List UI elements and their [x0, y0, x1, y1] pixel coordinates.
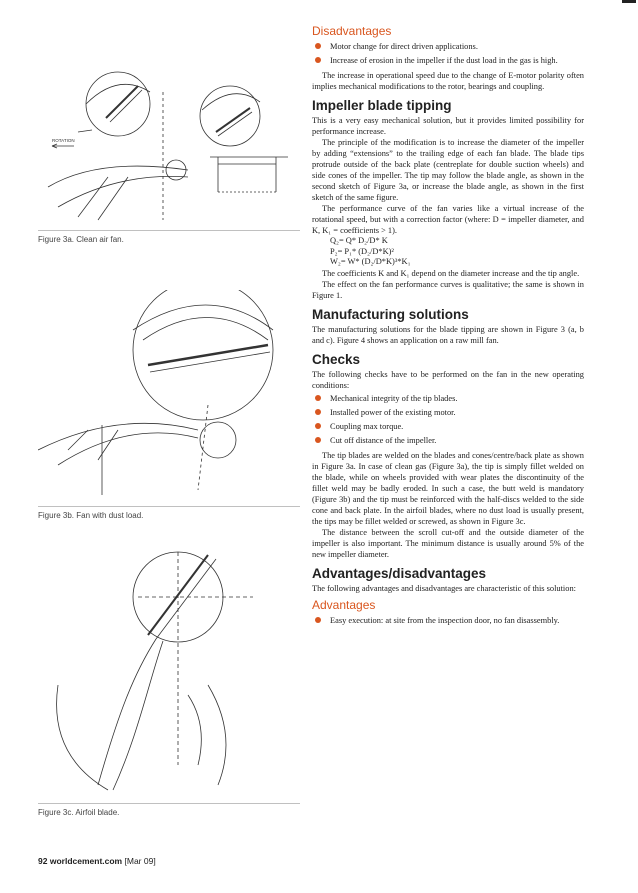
caption-figure-3c: Figure 3c. Airfoil blade. [38, 808, 120, 817]
caption-figure-3b: Figure 3b. Fan with dust load. [38, 511, 144, 520]
paragraph: This is a very easy mechanical solution, but it provides limited possibility for performance increase. [312, 116, 584, 136]
list-item: Cut off distance of the impeller. [312, 435, 584, 446]
page-number: 92 [38, 856, 48, 866]
formula-q: Q₂= Q* D₂/D* K [330, 236, 388, 245]
heading-advantages-disadvantages: Advantages/disadvantages [312, 565, 487, 581]
caption-rule-3b [38, 506, 300, 507]
figure-3c-drawing [38, 535, 300, 795]
list-item: Mechanical integrity of the tip blades. [312, 393, 584, 404]
bullet-icon [315, 437, 321, 443]
page-footer [38, 856, 156, 866]
bullet-icon [315, 423, 321, 429]
paragraph: The following checks have to be performed on the fan in the new operating conditions: [312, 369, 584, 390]
paragraph: The principle of the modification is to increase the diameter of the impeller by adding “extensions” to the trailing edge of each fan blade. The blade tips protrude outside of the back plate (centreplate for double suction wheels) and side cones of the impeller. The tip may follow the blade angle, as shown in the second sketch of Figure 3a, or increase the blade angle, as shown in the first sketch of the same figure. [312, 138, 584, 202]
figure-3c [38, 535, 300, 795]
list-item: Easy execution: at site from the inspection door, no fan disassembly. [312, 615, 584, 626]
disadvantages-list [312, 41, 584, 66]
paragraph: The effect on the fan performance curves is qualitative; the same is shown in Figure 1. [312, 279, 584, 300]
formula-p: P₂= P₁* (D₂/D*K)² [330, 246, 394, 256]
list-item: Motor change for direct driven applications. [312, 41, 584, 52]
figure-3a-drawing [38, 52, 300, 222]
paragraph: The increase in operational speed due to the change of E-motor polarity often implies mechanical modifications to the rotor, bearings and coupling. [312, 71, 584, 91]
caption-rule-3a [38, 230, 300, 231]
list-item: Installed power of the existing motor. [312, 407, 584, 418]
footer-site[interactable]: worldcement.com [49, 856, 123, 866]
checks-list [312, 393, 584, 446]
list-item: Coupling max torque. [312, 421, 584, 432]
bullet-icon [315, 409, 321, 415]
heading-manufacturing-solutions: Manufacturing solutions [312, 306, 469, 322]
paragraph: The distance between the scroll cut-off and the outside diameter of the impeller is also important. The minimum distance is usually around 5% of the new impeller diameter. [312, 527, 584, 559]
figure-3b [38, 290, 300, 500]
article-column [312, 24, 584, 630]
corner-mark [622, 0, 636, 3]
caption-figure-3a: Figure 3a. Clean air fan. [38, 235, 124, 244]
paragraph: The following advantages and disadvantages are characteristic of this solution: [312, 583, 576, 593]
heading-checks: Checks [312, 351, 361, 367]
bullet-icon [315, 395, 321, 401]
paragraph: The performance curve of the fan varies like a virtual increase of the rotational speed, but with a correction factor (where: D = impeller diameter, and K, K₁ = coefficients > 1). [312, 204, 584, 235]
heading-impeller-blade-tipping: Impeller blade tipping [312, 98, 452, 113]
footer-issue: [Mar 09] [124, 856, 156, 866]
paragraph: The coefficients K and K₁ depend on the diameter increase and the tip angle. [322, 268, 580, 278]
paragraph: The manufacturing solutions for the blade tipping are shown in Figure 3 (a, b and c). Figure 4 shows an application on a raw mill fan. [312, 324, 584, 345]
figure-3b-drawing [38, 290, 300, 500]
bullet-icon [315, 617, 321, 623]
advantages-list [312, 615, 584, 626]
heading-disadvantages: Disadvantages [312, 24, 392, 38]
bullet-icon [315, 43, 321, 49]
rotation-label: ROTATION [52, 138, 75, 143]
paragraph: The tip blades are welded on the blades and cones/centre/back plate as shown in Figure 3a. In case of clean gas (Figure 3a), the tip is simply fillet welded on the blade, while on wheels provided with wear plates the discontinuity of the fillet weld may be badly eroded. In such a case, the butt weld is mandatory (Figure 3b) and the tip must be reinforced with the half-discs welded to the side cone and back plate. In the airfoil blades, where no dust load is usually present, the tips may be fillet welded or screwed, as shown in Figure 3c. [312, 450, 584, 526]
heading-advantages: Advantages [312, 597, 376, 612]
list-item: Increase of erosion in the impeller if the dust load in the gas is high. [312, 55, 584, 66]
bullet-icon [315, 57, 321, 63]
figure-3a [38, 52, 300, 222]
caption-rule-3c [38, 803, 300, 804]
formula-w: W₂= W* (D₂/D*K)³*K₁ [330, 257, 411, 266]
